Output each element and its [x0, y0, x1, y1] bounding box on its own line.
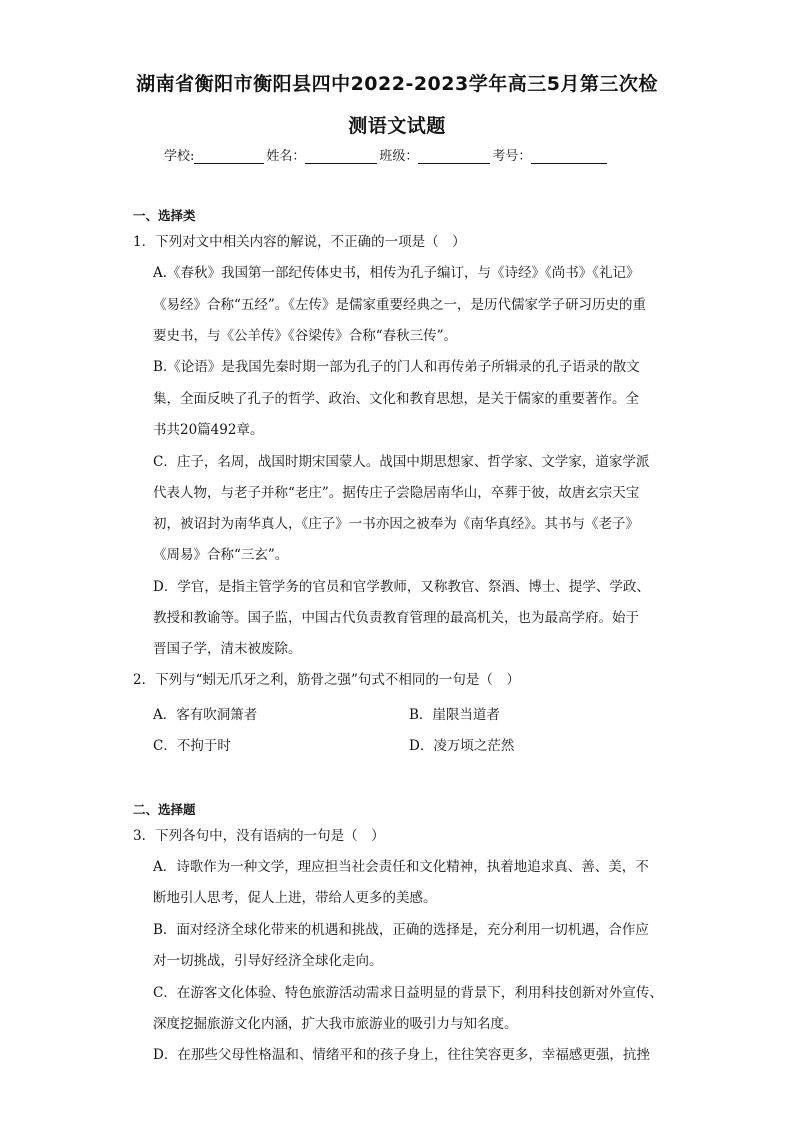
q1-option-b-line-1: B.《论语》是我国先秦时期一部为孔子的门人和再传弟子所辑录的孔子语录的散文: [153, 359, 640, 375]
class-label: 班级：: [379, 149, 419, 164]
q3-option-c-line-1: C．在游客文化体验、特色旅游活动需求日益明显的背景下，利用科技创新对外宣传、: [153, 985, 663, 1001]
question-3-stem: 3．下列各句中，没有语病的一句是（ ）: [133, 828, 385, 844]
q1-option-d-line-2: 教授和教谕等。国子监，中国古代负责教育管理的最高机关，也为最高学府。始于: [153, 610, 639, 626]
q1-option-c-line-2: 代表人物，与老子并称“老庄”。据传庄子尝隐居南华山，卒葬于彼，故唐玄宗天宝: [153, 485, 640, 501]
q3-option-a-line-2: 断地引人思考，促人上进，带给人更多的美感。: [153, 890, 437, 906]
q2-option-c: C．不拘于时: [153, 738, 231, 754]
exam-number-label: 考号：: [492, 149, 532, 164]
question-2-stem: 2．下列与“蚓无爪牙之利，筋骨之强”句式不相同的一句是（ ）: [133, 672, 520, 688]
q2-option-a: A．客有吹洞箫者: [153, 707, 258, 723]
q2-option-d: D．凌万顷之茫然: [409, 738, 515, 754]
q1-option-c-line-1: C．庄子，名周，战国时期宋国蒙人。战国中期思想家、哲学家、文学家，道家学派: [153, 454, 650, 470]
q1-option-d-line-1: D．学官，是指主管学务的官员和官学教师，又称教官、祭酒、博士、提学、学政、: [153, 579, 650, 595]
class-blank: [418, 149, 490, 164]
name-blank: [305, 149, 377, 164]
q1-option-b-line-3: 书共20篇492章。: [153, 422, 264, 438]
q2-option-b: B．崖限当道者: [409, 707, 500, 723]
section-heading-1: 一、选择类: [133, 208, 196, 223]
q1-option-d-line-3: 晋国子学，清末被废除。: [153, 641, 302, 657]
exam-title-line-2: 测语文试题: [348, 115, 446, 137]
student-info-row: [164, 145, 609, 164]
q1-option-a-line-1: A.《春秋》我国第一部纪传体史书，相传为孔子编订，与《诗经》《尚书》《礼记》: [153, 265, 640, 281]
question-1-stem: 1．下列对文中相关内容的解说，不正确的一项是（ ）: [133, 234, 466, 250]
q3-option-b-line-2: 对一切挑战，引导好经济全球化走向。: [153, 953, 383, 969]
q3-option-d-line-1: D．在那些父母性格温和、情绪平和的孩子身上，往往笑容更多，幸福感更强，抗挫: [153, 1047, 650, 1063]
q1-option-b-line-2: 集，全面反映了孔子的哲学、政治、文化和教育思想，是关于儒家的重要著作。全: [153, 391, 639, 407]
q3-option-c-line-2: 深度挖掘旅游文化内涵，扩大我市旅游业的吸引力与知名度。: [153, 1016, 518, 1032]
school-blank: [194, 149, 264, 164]
q1-option-a-line-3: 要史书，与《公羊传》《谷梁传》合称“春秋三传”。: [153, 328, 458, 344]
exam-number-blank: [531, 149, 607, 164]
q1-option-a-line-2: 《易经》合称“五经”。《左传》是儒家重要经典之一，是历代儒家学子研习历史的重: [153, 297, 647, 313]
q3-option-b-line-1: B．面对经济全球化带来的机遇和挑战，正确的选择是，充分利用一切机遇，合作应: [153, 922, 649, 938]
q1-option-c-line-3: 初，被诏封为南华真人，《庄子》一书亦因之被奉为《南华真经》。其书与《老子》: [153, 516, 639, 532]
q1-option-c-line-4: 《周易》合称“三玄”。: [153, 547, 289, 563]
exam-title-line-1: 湖南省衡阳市衡阳县四中2022-2023学年高三5月第三次检: [136, 73, 658, 95]
name-label: 姓名：: [266, 149, 306, 164]
section-heading-2: 二、选择题: [133, 802, 196, 817]
q3-option-a-line-1: A．诗歌作为一种文学，理应担当社会责任和文化精神，执着地追求真、善、美，不: [153, 859, 649, 875]
school-label: 学校:: [164, 149, 195, 164]
